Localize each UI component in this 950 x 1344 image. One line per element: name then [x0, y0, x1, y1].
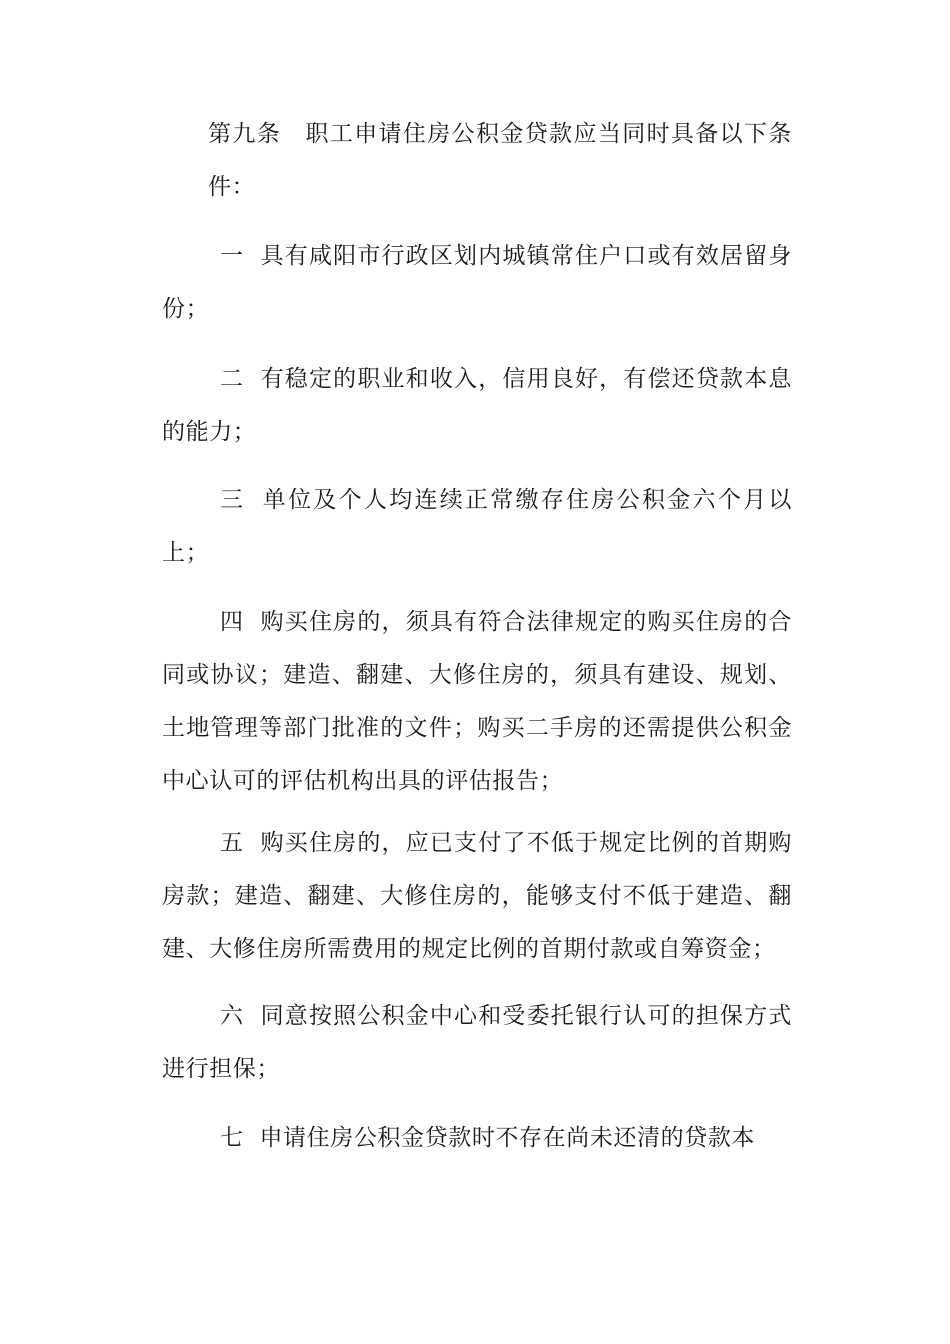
item-text: 有稳定的职业和收入，信用良好，有偿还贷款本息的能力；: [162, 366, 792, 445]
list-item: [162, 817, 792, 976]
item-number: 七: [220, 1125, 244, 1151]
item-number: 一: [220, 243, 244, 269]
item-text: 同意按照公积金中心和受委托银行认可的担保方式进行担保；: [162, 1003, 792, 1082]
article-heading: [162, 108, 792, 214]
item-text: 具有咸阳市行政区划内城镇常住户口或有效居留身份；: [162, 243, 792, 322]
article-title: 第九条 职工申请住房公积金贷款应当同时具备以下条件：: [208, 121, 792, 200]
item-number: 五: [220, 830, 244, 856]
item-text: 购买住房的，须具有符合法律规定的购买住房的合同或协议；建造、翻建、大修住房的，须具有建设、规划、土地管理等部门批准的文件；购买二手房的还需提供公积金中心认可的评估机构出具的评估报告；: [162, 609, 792, 794]
item-number: 四: [220, 609, 244, 635]
item-number: 二: [220, 366, 244, 392]
item-number: 六: [220, 1003, 244, 1029]
list-item: [162, 990, 792, 1096]
item-number: 三: [220, 487, 244, 513]
list-item: [162, 474, 792, 580]
item-text: 单位及个人均连续正常缴存住房公积金六个月以上；: [162, 487, 792, 566]
item-text: 申请住房公积金贷款时不存在尚未还清的贷款本: [259, 1125, 756, 1151]
list-item: [162, 596, 792, 808]
list-item: [162, 353, 792, 459]
list-item: [162, 1112, 792, 1165]
item-text: 购买住房的，应已支付了不低于规定比例的首期购房款；建造、翻建、大修住房的，能够支付不低于建造、翻建、大修住房所需费用的规定比例的首期付款或自筹资金；: [162, 830, 792, 962]
list-item: [162, 230, 792, 336]
